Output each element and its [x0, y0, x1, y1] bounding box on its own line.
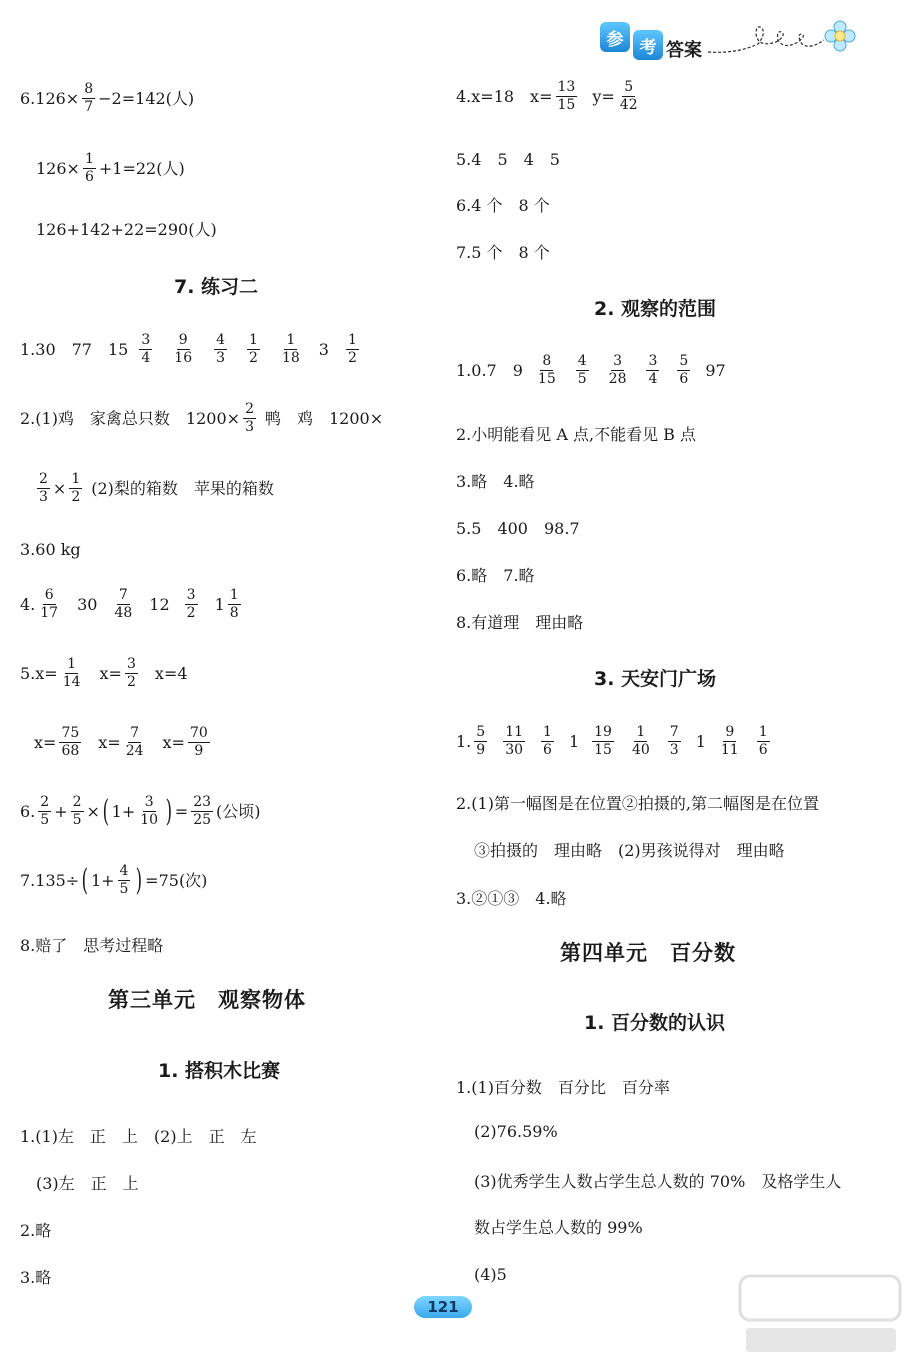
right-percent-q1-3-line1: (3)优秀学生人数占学生总人数的 70% 及格学生人 — [474, 1172, 842, 1191]
unit-heading-4: 第四单元 百分数 — [560, 941, 736, 965]
section-heading-range: 2. 观察的范围 — [594, 298, 717, 320]
left-ex2-q3: 3.60 kg — [20, 540, 81, 559]
right-range-q8: 8.有道理 理由略 — [456, 613, 584, 632]
section-heading-exercise2: 7. 练习二 — [174, 276, 259, 298]
left-ex2-q1: 1.30 77 15 $\frac{3}{4}$ $\frac{9}{16}$ $\frac{4}{3}$ $\frac{1}{2}$ $\frac{1}{18}$ 3 $\frac{1}{2}$ — [20, 332, 357, 367]
right-percent-q1-4: (4)5 — [474, 1265, 507, 1284]
right-tiananmen-q3: 3.②①③ 4.略 — [456, 889, 567, 908]
left-blocks-q3: 3.略 — [20, 1268, 52, 1287]
right-tiananmen-q2-line1: 2.(1)第一幅图是在位置②拍摄的,第二幅图是在位置 — [456, 794, 820, 813]
left-q6-line3: 126+142+22=290(人) — [36, 220, 217, 239]
right-range-q3: 3.略 4.略 — [456, 472, 535, 491]
left-ex2-q2-line1: 2.(1)鸡 家禽总只数 1200× $\frac{2}{3}$ 鸭 鸡 1200× — [20, 401, 384, 436]
unit-heading-3: 第三单元 观察物体 — [108, 988, 306, 1012]
header-title: 答案 — [666, 40, 702, 61]
right-q7: 7.5 个 8 个 — [456, 243, 550, 262]
right-q5: 5.4 5 4 5 — [456, 150, 560, 169]
left-ex2-q4: 4. $\frac{6}{17}$ 30 $\frac{7}{48}$ 12 $\frac{3}{2}$ 1 $\frac{1}{8}$ — [20, 587, 239, 622]
page-number: 121 — [414, 1296, 472, 1318]
left-q6-line2: 126× $\frac{1}{6}$ +1=22(人) — [36, 151, 185, 186]
left-ex2-q7: 7.135÷ ( 1+ $\frac{4}{5}$ ) =75(次) — [20, 862, 208, 898]
right-percent-q1-1: 1.(1)百分数 百分比 百分率 — [456, 1078, 670, 1097]
right-tiananmen-q1: 1. $\frac{5}{9}$ $\frac{11}{30}$ $\frac{1}{6}$ 1 $\frac{19}{15}$ $\frac{1}{40}$ $\frac{7}{3}$ 1 $\frac{9}{11}$ $\frac{1}{6}$ — [456, 724, 768, 759]
right-range-q1: 1.0.7 9 $\frac{8}{15}$ $\frac{4}{5}$ $\frac{3}{28}$ $\frac{3}{4}$ $\frac{5}{6}$ 97 — [456, 353, 726, 388]
left-ex2-q6: 6. $\frac{2}{5}$ + $\frac{2}{5}$ × ( 1+ $\frac{3}{10}$ ) = $\frac{23}{25}$ (公顷) — [20, 793, 261, 829]
section-heading-tiananmen: 3. 天安门广场 — [594, 668, 717, 690]
left-q6-line1: 6.126× $\frac{8}{7}$ −2=142(人) — [20, 81, 195, 116]
right-range-q2: 2.小明能看见 A 点,不能看见 B 点 — [456, 425, 697, 444]
watermark-logo — [736, 1270, 906, 1358]
right-range-q6: 6.略 7.略 — [456, 566, 535, 585]
right-percent-q1-2: (2)76.59% — [474, 1122, 558, 1141]
right-range-q5: 5.5 400 98.7 — [456, 519, 580, 538]
left-ex2-q8: 8.赔了 思考过程略 — [20, 936, 164, 955]
section-heading-blocks: 1. 搭积木比赛 — [158, 1060, 281, 1082]
right-q4: 4.x=18 x= $\frac{13}{15}$ y= $\frac{5}{42}$ — [456, 79, 638, 114]
left-ex2-q5-line1: 5.x= $\frac{1}{14}$ x= $\frac{3}{2}$ x=4 — [20, 656, 188, 691]
section-heading-percent: 1. 百分数的认识 — [584, 1012, 726, 1034]
header-badge-2: 考 — [633, 30, 663, 60]
header-badge-1: 参 — [600, 22, 630, 52]
right-q6: 6.4 个 8 个 — [456, 196, 550, 215]
left-ex2-q5-line2: x= $\frac{75}{68}$ x= $\frac{7}{24}$ x= $\frac{70}{9}$ — [34, 725, 208, 760]
left-blocks-q1-line2: (3)左 正 上 — [36, 1174, 139, 1193]
fraction: $\frac{8}{7}$ — [84, 81, 94, 116]
right-percent-q1-3-line2: 数占学生总人数的 99% — [474, 1218, 643, 1237]
left-ex2-q2-line2: $\frac{2}{3}$ × $\frac{1}{2}$ (2)梨的箱数 苹果的箱数 — [39, 471, 274, 506]
right-tiananmen-q2-line2: ③拍摄的 理由略 (2)男孩说得对 理由略 — [474, 841, 785, 860]
header-swirl-decoration — [706, 14, 866, 60]
fraction: $\frac{1}{6}$ — [84, 151, 94, 186]
left-blocks-q2: 2.略 — [20, 1221, 52, 1240]
flower-icon — [825, 21, 855, 51]
left-blocks-q1-line1: 1.(1)左 正 上 (2)上 正 左 — [20, 1127, 257, 1146]
